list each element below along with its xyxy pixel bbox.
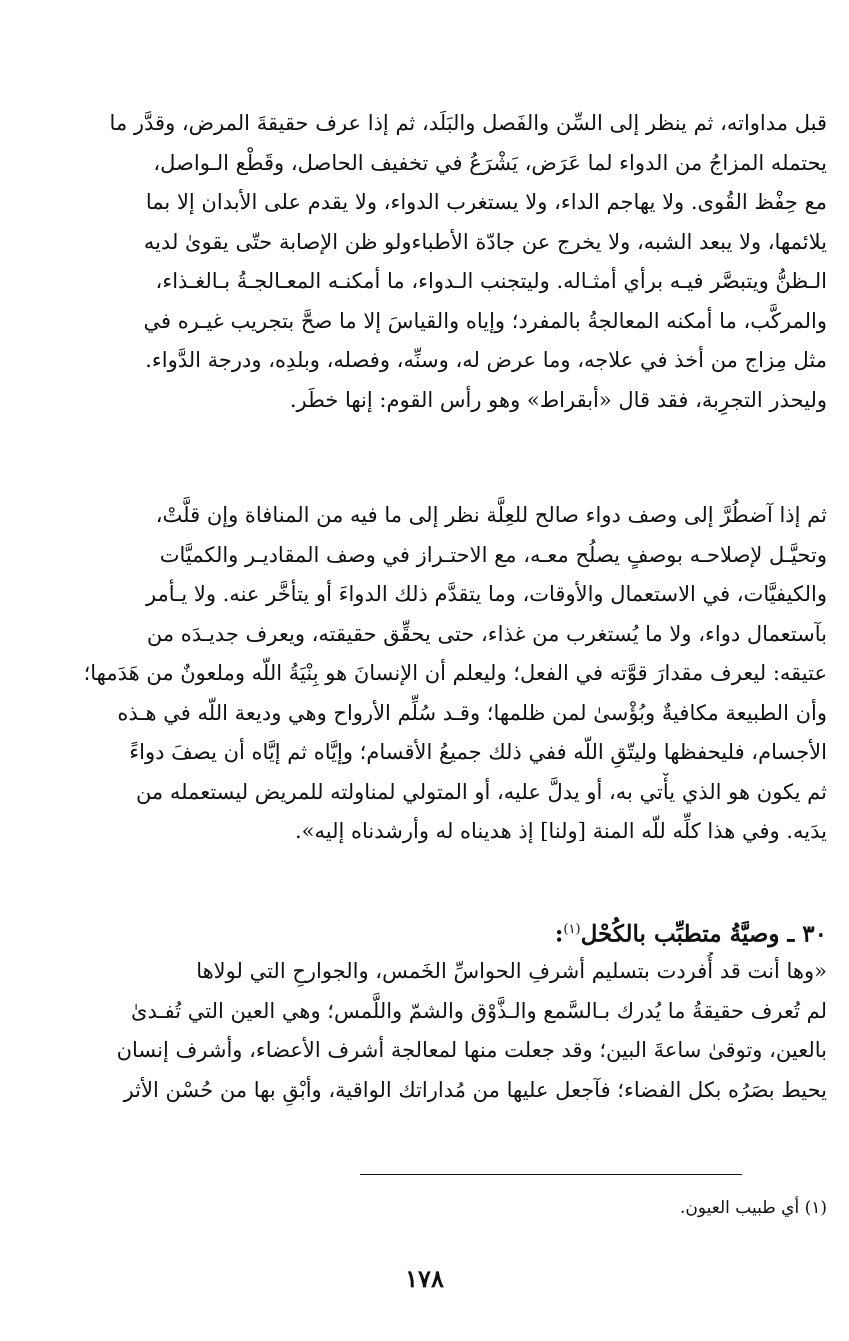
footnote: (١) أي طبيب العيون.	[679, 1198, 827, 1218]
text-line: بآستعمال دواء، ولا ما يُستغرب من غذاء، حتى يحقِّق حقيقته، ويعرف جديـدَه من	[146, 621, 827, 646]
footnote-reference[interactable]: (١)	[563, 922, 581, 937]
text-line: لم تُعرف حقيقةُ ما يُدرك بـالسَّمع والـذَّوْق والشمّ واللَّمس؛ وهي العين التي تُفـدىٰ	[131, 998, 827, 1023]
paragraph	[22, 104, 827, 420]
text-line: الأجسام، فليحفظها وليتّقِ اللّه ففي ذلك جميعُ الأقسام؛ وإيَّاه ثم إيَّاه أن يصفَ دواءً	[129, 740, 827, 764]
text-line: مع حِفْظ القُوى. ولا يهاجم الداء، ولا يستغرب الدواء، ولا يقدم على الأبدان إلا بما	[145, 190, 827, 214]
page-number: ١٧٨	[405, 1264, 444, 1293]
paragraph	[22, 952, 827, 1110]
footnote-divider	[360, 1174, 742, 1175]
text-line: يحيط بصَرُه بكل الفضاء؛ فآجعل عليها من مُداراتك الواقية، وأبْقِ بها من حُسْن الأثر	[123, 1077, 827, 1102]
text-line: والمركَّب، ما أمكنه المعالجةُ بالمفرد؛ وإياه والقياسَ إلا ما صحَّ بتجريب غيـره في	[143, 308, 827, 333]
heading-colon: :	[554, 920, 564, 948]
text-line: عتيقه: ليعرف مقدارَ قوَّته في الفعل؛ وليعلم أن الإنسانَ هو بِنْيَةُ اللّه وملعونٌ من هَدَمها؛	[83, 661, 827, 685]
text-line: يحتمله المزاجُ من الدواء لما عَرَض، يَشْرَعُ في تخفيف الحاصل، وقَطْع الـواصل،	[153, 150, 827, 175]
text-line: وأن الطبيعة مكافيةٌ وبُؤْسىٰ لمن ظلمها؛ وقـد سُلِّم الأرواح وهي وديعة اللّه في هـذه	[117, 700, 827, 725]
section-heading-text: ٣٠ ـ وصيَّةُ متطبِّب بالكُحْل	[580, 920, 827, 948]
text-line: بالعين، وتوقىٰ ساعةَ البين؛ وقد جعلت منها لمعالجة أشرف الأعضاء، وأشرف إنسان	[116, 1038, 827, 1062]
text-line: مثل مِزاج من أخذ في علاجه، وما عرض له، وسنِّه، وفصله، وبلدِه، ودرجة الدَّواء.	[145, 348, 827, 372]
text-line: ثم إذا آضطُرَّ إلى وصف دواء صالح للعِلَّة نظر إلى ما فيه من المنافاة وإن قلَّتْ،	[155, 503, 827, 527]
text-line: قبل مداواته، ثم ينظر إلى السِّن والفَصل والبَلَد، ثم إذا عرف حقيقةَ المرض، وقدَّر ما	[109, 111, 827, 135]
text-line: والكيفيَّات، في الاستعمال والأوقات، وما يتقدَّم ذلك الدواءَ أو يتأخَّر عنه. ولا يـأمر	[145, 582, 827, 606]
section-heading	[22, 910, 827, 955]
text-line: ثم يكون هو الذي يأْتي به، أو يدلَّ عليه، أو المتولي لمناولته للمريض ليستعمله من	[135, 779, 827, 804]
text-line: يدَيه. وفي هذا كلِّه للّه المنة [ولنا] إذ هديناه له وأرشدناه إليه».	[295, 819, 827, 843]
text-line: الـظنُّ ويتبصَّر فيـه برأي أمثـاله. وليتجنب الـدواء، ما أمكنـه المعـالجـةُ بـالغـذاء،	[155, 269, 827, 293]
paragraph	[22, 496, 827, 852]
text-line: يلائمها، ولا يبعد الشبه، ولا يخرج عن جادّة الأطباءولو ظن الإصابة حتّى يقوىٰ لديه	[143, 229, 827, 254]
text-line: وليحذر التجرِبة، فقد قال «أبقراط» وهو رأس القوم: إنها خطَر.	[289, 387, 827, 412]
text-line: «وها أنت قد أُفردت بتسليم أشرفِ الحواسِّ الخَمس، والجوارحِ التي لولاها	[196, 959, 827, 983]
text-line: وتحيَّـل لإصلاحـه بوصفٍ يصلُح معـه، مع الاحتـراز في وصف المقاديـر والكميَّات	[159, 542, 827, 567]
